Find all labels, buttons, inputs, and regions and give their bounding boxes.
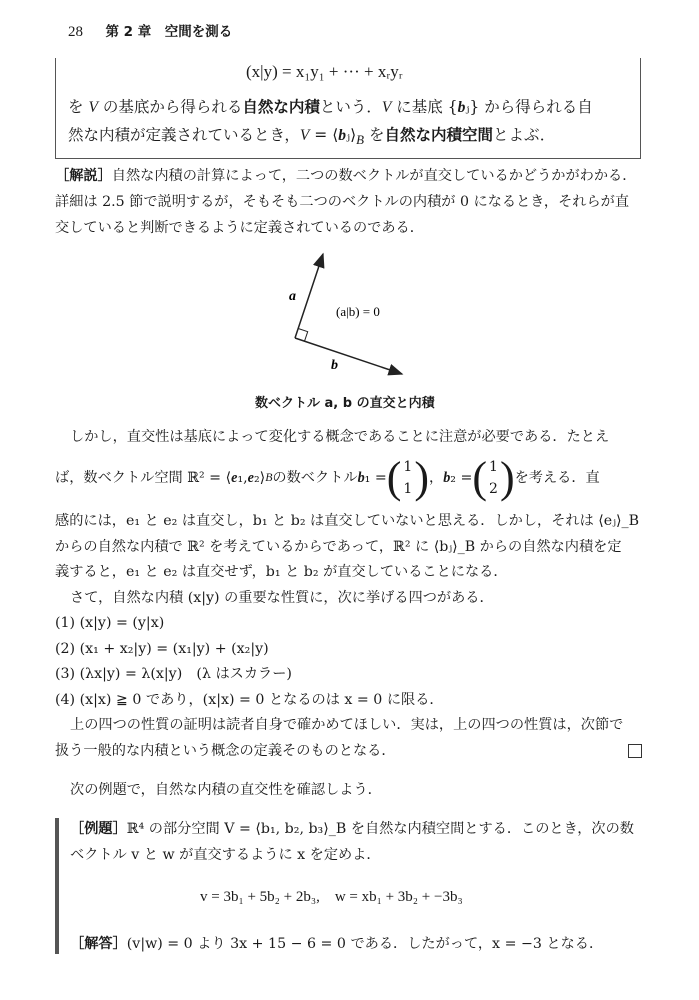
- example-line-1: ［例題］ℝ⁴ の部分空間 V = ⟨b₁, b₂, b₃⟩_B を自然な内積空間とする．このとき，次の数: [70, 821, 634, 837]
- explanation-line-2: 詳細は 2.5 節で説明するが，そもそも二つのベクトルの内積が 0 になるとき，それらが直: [55, 194, 630, 210]
- body-para3-line-2: 扱う一般的な内積という概念の定義そのものとなる．: [55, 743, 396, 759]
- example-formula: v = 3b₁ + 5b₂ + 2b₃, w = xb₁ + 3b₂ + −3b₃: [200, 889, 463, 905]
- property-4: (4) (x|x) ≧ 0 であり，(x|x) = 0 となるのは x = 0 に限る．: [55, 692, 444, 708]
- figure-caption: 数ベクトル a, b の直交と内積: [255, 396, 435, 411]
- body-para1-line-2: ば，数ベクトル空間 ℝ² = ⟨ e ₁, e ₂⟩ B の数ベクトル b ₁ = ( 1 1 ) ， b ₂ = ( 1 2 ) を考える．直: [55, 453, 600, 502]
- vector-b2-matrix: ( 1 2 ): [472, 453, 515, 502]
- example-label: ［例題］: [70, 821, 127, 837]
- body-para2-line-1: さて，自然な内積 (x|y) の重要な性質に，次に挙げる四つがある．: [70, 590, 494, 606]
- example-bar: [55, 818, 59, 954]
- example-answer: ［解答］(v|w) = 0 より 3x + 15 − 6 = 0 である．したがって，x = −3 となる．: [70, 936, 604, 952]
- example-line-2: ベクトル v と w が直交するように x を定めよ．: [70, 847, 381, 863]
- vector-a-label: a: [289, 289, 296, 304]
- page-number: 28: [68, 24, 83, 40]
- body-para1-line-1: しかし，直交性は基底によって変化する概念であることに注意が必要である．たとえ: [70, 429, 610, 445]
- vector-b-label: b: [331, 358, 338, 373]
- body-para1-line-5: 義すると，e₁ と e₂ は直交せず，b₁ と b₂ が直交していることになる．: [55, 564, 508, 580]
- explanation-line-3: 交していると判断できるように定義されているのである．: [55, 220, 424, 236]
- answer-label: ［解答］: [70, 936, 127, 952]
- property-2: (2) (x₁ + x₂|y) = (x₁|y) + (x₂|y): [55, 641, 269, 657]
- vector-b-arrow: [295, 338, 402, 374]
- body-para1-line-4: からの自然な内積で ℝ² を考えているからであって，ℝ² に ⟨bⱼ⟩_B からの自然な内積を定: [55, 539, 622, 555]
- qed-box: [628, 744, 642, 758]
- property-1: (1) (x|y) = (y|x): [55, 615, 165, 631]
- property-3: (3) (λx|y) = λ(x|y) (λ はスカラー): [55, 666, 292, 682]
- body-para3-line-1: 上の四つの性質の証明は読者自身で確かめてほしい．実は，上の四つの性質は，次節で: [70, 717, 624, 733]
- term-natural-inner-product: 自然な内積: [242, 98, 320, 116]
- chapter-title: 第 2 章 空間を測る: [105, 24, 233, 40]
- vector-a-arrow: [295, 254, 323, 338]
- explanation-label: ［解説］: [55, 168, 112, 184]
- term-natural-inner-product-space: 自然な内積空間: [384, 126, 493, 144]
- body-para4-line-1: 次の例題で，自然な内積の直交性を確認しよう．: [70, 782, 382, 798]
- explanation-line-1: ［解説］自然な内積の計算によって，二つの数ベクトルが直交しているかどうかがわかる．: [55, 168, 637, 184]
- definition-line-1: を V の基底から得られる自然な内積という．V に基底 {bⱼ} から得られる自: [68, 98, 593, 116]
- inner-product-equation: (a|b) = 0: [336, 304, 380, 319]
- body-para1-line-3: 感的には，e₁ と e₂ は直交し，b₁ と b₂ は直交していないと思える．しかし，それは ⟨eⱼ⟩_B: [55, 513, 640, 529]
- definition-formula: (x|y) = x₁y₁ + ··· + xᵣyᵣ: [246, 62, 403, 81]
- definition-line-2: 然な内積が定義されているとき，$V = ⟨bⱼ⟩_B$ を自然な内積空間とよぶ．: [68, 126, 556, 148]
- vector-b1-matrix: ( 1 1 ): [386, 453, 429, 502]
